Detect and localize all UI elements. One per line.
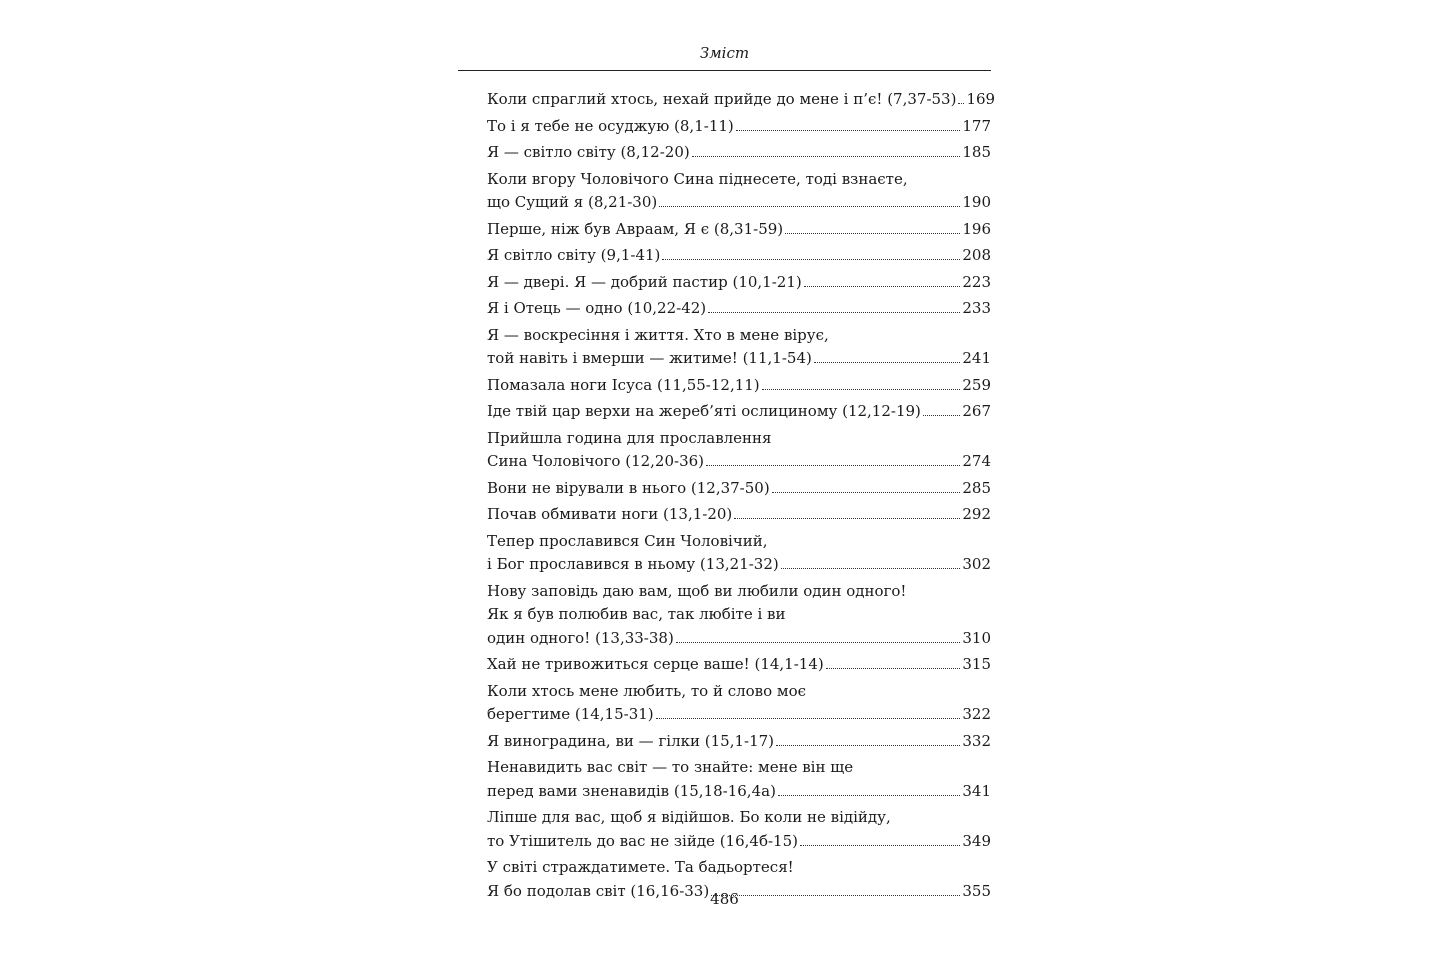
toc-entry-title-line: Я — воскресіння і життя. Хто в мене вірує, <box>487 325 829 344</box>
toc-entry-title-line: Іде твій цар верхи на жереб’яті ослициному (12,12-19) <box>487 402 921 420</box>
toc-entry-last-line <box>487 780 991 804</box>
toc-entry-page-number: 241 <box>962 349 991 367</box>
toc-entry-last-line <box>487 730 991 754</box>
dot-leader <box>814 362 961 363</box>
toc-entry-title-line: То і я тебе не осуджую (8,1-11) <box>487 116 734 135</box>
toc-entry-title-line: Помазала ноги Ісуса (11,55-12,11) <box>487 375 760 394</box>
toc-entry <box>487 756 991 803</box>
dot-leader <box>778 795 960 796</box>
toc-entry-last-line <box>487 503 991 527</box>
toc-entry-page-number: 233 <box>962 299 991 317</box>
toc-entry <box>487 806 991 853</box>
toc-entry-last-line <box>487 218 991 242</box>
toc-entry-page-number: 310 <box>962 628 991 647</box>
dot-leader <box>762 389 961 390</box>
dot-leader <box>781 568 961 569</box>
toc-entry-title-line: Нову заповідь даю вам, щоб ви любили один одного! <box>487 581 907 600</box>
toc-entry-page-number: 332 <box>962 731 991 750</box>
toc-entry <box>487 141 991 165</box>
dot-leader <box>958 103 964 104</box>
toc-entry-last-line <box>487 653 991 677</box>
toc-entry-last-line <box>487 400 991 424</box>
toc-entry-title-line: то Утішитель до вас не зійде (16,4б-15) <box>487 831 798 850</box>
dot-leader <box>734 518 960 519</box>
dot-leader <box>706 465 960 466</box>
toc-entry-page-number: 169 <box>966 90 996 108</box>
toc-entry-last-line <box>487 477 991 501</box>
toc-entry-page-number: 315 <box>962 655 991 673</box>
toc-entry-last-line <box>487 830 991 854</box>
toc-entry-title-line: той навіть і вмерши — житиме! (11,1-54) <box>487 349 812 367</box>
toc-entry-title-line: Ліпше для вас, щоб я відійшов. Бо коли не відійду, <box>487 808 891 826</box>
toc-entry-page-number: 259 <box>962 375 991 394</box>
dot-leader <box>676 642 961 643</box>
toc-entry-last-line <box>487 271 991 295</box>
toc-entry-page-number: 292 <box>962 505 991 523</box>
dot-leader <box>923 415 960 416</box>
toc-entry-title-line: Я виноградина, ви — гілки (15,1-17) <box>487 731 775 750</box>
toc-entry-title-line: Прийшла година для прославлення <box>487 428 772 447</box>
toc-entry <box>487 680 991 727</box>
toc-entry <box>487 271 991 295</box>
toc-entry-last-line <box>487 347 991 371</box>
toc-entry-page-number: 223 <box>962 272 991 291</box>
toc-entry <box>487 88 996 112</box>
toc-entry-last-line <box>487 244 991 268</box>
toc-entry <box>487 427 991 474</box>
toc-entry-title-line: Як я був полюбив вас, так любіте і ви <box>487 605 786 623</box>
toc-entry <box>487 477 991 501</box>
header-rule <box>458 70 991 71</box>
toc-entry-page-number: 190 <box>962 193 991 211</box>
toc-entry-title-line: берегтиме (14,15-31) <box>487 705 654 723</box>
dot-leader <box>785 233 960 234</box>
toc-entry-title-line: Я — двері. Я — добрий пастир (10,1-21) <box>487 272 802 291</box>
toc-entry-title-line: Тепер прославився Син Чоловічий, <box>487 531 768 550</box>
toc-entry-page-number: 349 <box>962 831 991 850</box>
toc-entry-title-line: Коли вгору Чоловічого Сина піднесете, тоді взнаєте, <box>487 169 908 188</box>
dot-leader <box>708 312 960 313</box>
toc-entry-last-line <box>487 450 991 474</box>
toc-entry-title-line: і Бог прославився в ньому (13,21-32) <box>487 555 779 573</box>
toc-entry-last-line <box>487 627 991 651</box>
toc-entry-title-line: Вони не вірували в нього (12,37-50) <box>487 478 770 497</box>
running-head: Зміст <box>699 44 750 62</box>
toc-entry-last-line <box>487 297 991 321</box>
toc-entry-page-number: 177 <box>962 116 991 135</box>
toc-entry-title-line: перед вами зненавидів (15,18-16,4а) <box>487 781 776 800</box>
toc-entry-title-line: Я і Отець — одно (10,22-42) <box>487 299 707 317</box>
toc-entry-last-line <box>487 553 991 577</box>
toc-entry <box>487 218 991 242</box>
toc-entry-title-line: що Сущий я (8,21-30) <box>487 193 658 211</box>
dot-leader <box>692 156 961 157</box>
toc-entry-title-line: Сина Чоловічого (12,20-36) <box>487 452 705 470</box>
toc-entry-title-line: Я світло світу (9,1-41) <box>487 246 661 264</box>
toc-entry-title-line: Перше, ніж був Авраам, Я є (8,31-59) <box>487 219 784 238</box>
toc-entry-last-line <box>487 191 991 215</box>
toc-entry <box>487 503 991 527</box>
toc-entry-last-line <box>487 141 991 165</box>
toc-entry-last-line <box>487 88 996 112</box>
toc-entry-title-line: Ненавидить вас світ — то знайте: мене він ще <box>487 758 854 776</box>
toc-entry <box>487 653 991 677</box>
page-number: 486 <box>710 890 739 908</box>
table-of-contents <box>487 88 996 906</box>
toc-entry-last-line <box>487 374 991 398</box>
toc-entry <box>487 324 991 371</box>
toc-entry-page-number: 302 <box>962 555 991 573</box>
toc-entry-title-line: Коли хтось мене любить, то й слово моє <box>487 681 807 700</box>
dot-leader <box>826 668 961 669</box>
dot-leader <box>736 130 961 131</box>
dot-leader <box>804 286 961 287</box>
toc-entry <box>487 168 991 215</box>
toc-entry <box>487 374 991 398</box>
toc-entry-title-line: Почав обмивати ноги (13,1-20) <box>487 505 733 523</box>
dot-leader <box>659 206 960 207</box>
toc-entry <box>487 580 991 651</box>
toc-entry <box>487 115 991 139</box>
toc-entry-page-number: 185 <box>962 143 991 161</box>
toc-entry <box>487 730 991 754</box>
toc-entry <box>487 244 991 268</box>
toc-entry <box>487 530 991 577</box>
toc-entry-page-number: 208 <box>962 246 991 264</box>
toc-entry-title-line: У світі страждатимете. Та бадьортеся! <box>487 858 794 876</box>
toc-entry-title-line: Хай не тривожиться серце ваше! (14,1-14) <box>487 655 824 673</box>
toc-entry-page-number: 322 <box>962 705 991 723</box>
dot-leader <box>662 259 960 260</box>
toc-entry-page-number: 267 <box>962 402 991 420</box>
toc-entry-title-line: Я бо подолав світ (16,16-33) <box>487 881 710 900</box>
toc-entry <box>487 297 991 321</box>
dot-leader <box>772 492 961 493</box>
toc-entry-title-line: один одного! (13,33-38) <box>487 628 674 647</box>
toc-entry-title-line: Коли спраглий хтось, нехай прийде до мене і п’є! (7,37-53) <box>487 90 957 108</box>
toc-entry-last-line <box>487 115 991 139</box>
dot-leader <box>656 718 961 719</box>
dot-leader <box>776 745 960 746</box>
toc-entry-page-number: 274 <box>962 452 991 470</box>
toc-entry-page-number: 355 <box>962 881 991 900</box>
toc-entry-page-number: 285 <box>962 478 991 497</box>
dot-leader <box>800 845 960 846</box>
toc-entry-page-number: 196 <box>962 219 991 238</box>
toc-entry-page-number: 341 <box>962 781 991 800</box>
toc-entry <box>487 400 991 424</box>
toc-entry-last-line <box>487 703 991 727</box>
toc-entry-title-line: Я — світло світу (8,12-20) <box>487 143 690 161</box>
